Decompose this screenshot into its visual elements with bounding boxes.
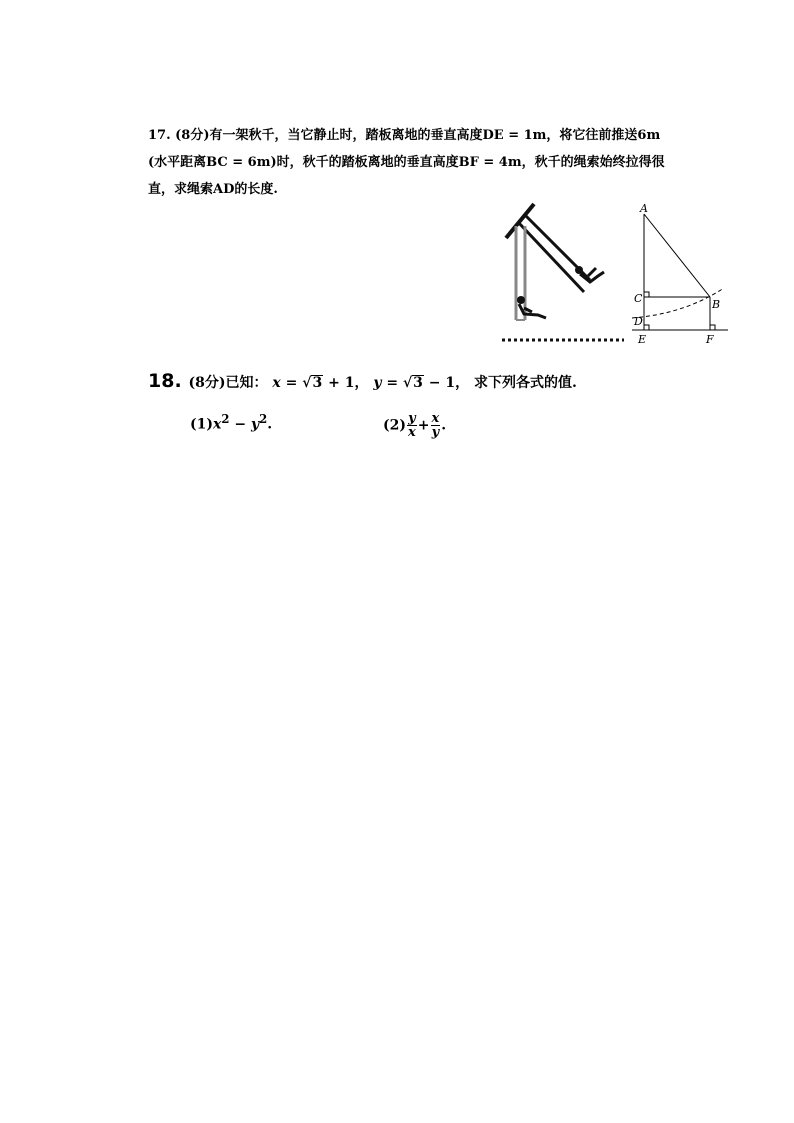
question-18 [148,370,708,392]
plus-one: + 1， [328,375,369,391]
sqrt-radicand-y: 3 [413,375,423,391]
question-18-prefix: (8分)已知： [188,375,268,391]
sub2-plus: + [417,417,430,434]
right-angle-E [644,325,649,330]
fraction-2-numerator: x [431,411,440,426]
child-head-swing [575,266,583,274]
swing-frame-beam-lower [518,222,584,292]
question-18-number: 18. [148,370,182,392]
label-D: D [634,315,643,328]
sub-question-2 [383,412,446,439]
child-head-rest [517,296,525,304]
question-18-suffix: 求下列各式的值. [474,375,577,391]
label-C: C [634,292,643,305]
fraction-1-numerator: y [408,411,416,426]
equals-sign-x: = [285,375,303,391]
fraction-x-over-y [431,412,441,439]
sqrt-symbol-x: √ [302,375,312,391]
question-17-line-2: (水平距离BC = 6m)时，秋千的踏板离地的垂直高度BF = 4m，秋千的绳索始终拉得很 [148,155,665,170]
geometry-diagram [628,200,734,348]
sub1-period: . [267,416,273,433]
fraction-1-denominator: x [408,425,416,440]
sub1-y: y [250,416,260,433]
sub-question-1-label: (1) [190,416,213,433]
sqrt-symbol-y: √ [402,375,413,391]
sub1-exponent-x: 2 [221,412,230,426]
sub1-minus: − [229,416,251,433]
sqrt-radicand-x: 3 [312,375,323,391]
line-AB [644,214,710,297]
label-B: B [712,298,721,311]
sub1-x: x [213,416,222,433]
sub1-exponent-y: 2 [259,412,268,426]
sub-question-2-label: (2) [383,417,406,434]
variable-y: y [373,375,382,391]
label-A: A [640,202,648,215]
right-angle-C [644,292,649,297]
question-17-line-3: 直，求绳索AD的长度. [148,182,278,197]
label-E: E [638,333,647,346]
minus-one: − 1， [428,375,470,391]
fraction-2-denominator: y [431,425,440,440]
fraction-y-over-x [407,412,417,439]
variable-x: x [272,375,281,391]
label-F: F [706,333,714,346]
child-body-rest [519,304,546,318]
right-angle-F [710,325,715,330]
swing-photo [498,196,628,346]
question-17-line-1: 17. (8分)有一架秋千，当它静止时，踏板离地的垂直高度DE = 1m，将它往前推送6m [148,128,661,143]
question-17 [148,122,688,203]
child-body-swing [580,268,604,282]
equals-sign-y: = [386,375,403,391]
sub-question-1 [190,412,272,433]
sub2-period: . [441,417,447,434]
